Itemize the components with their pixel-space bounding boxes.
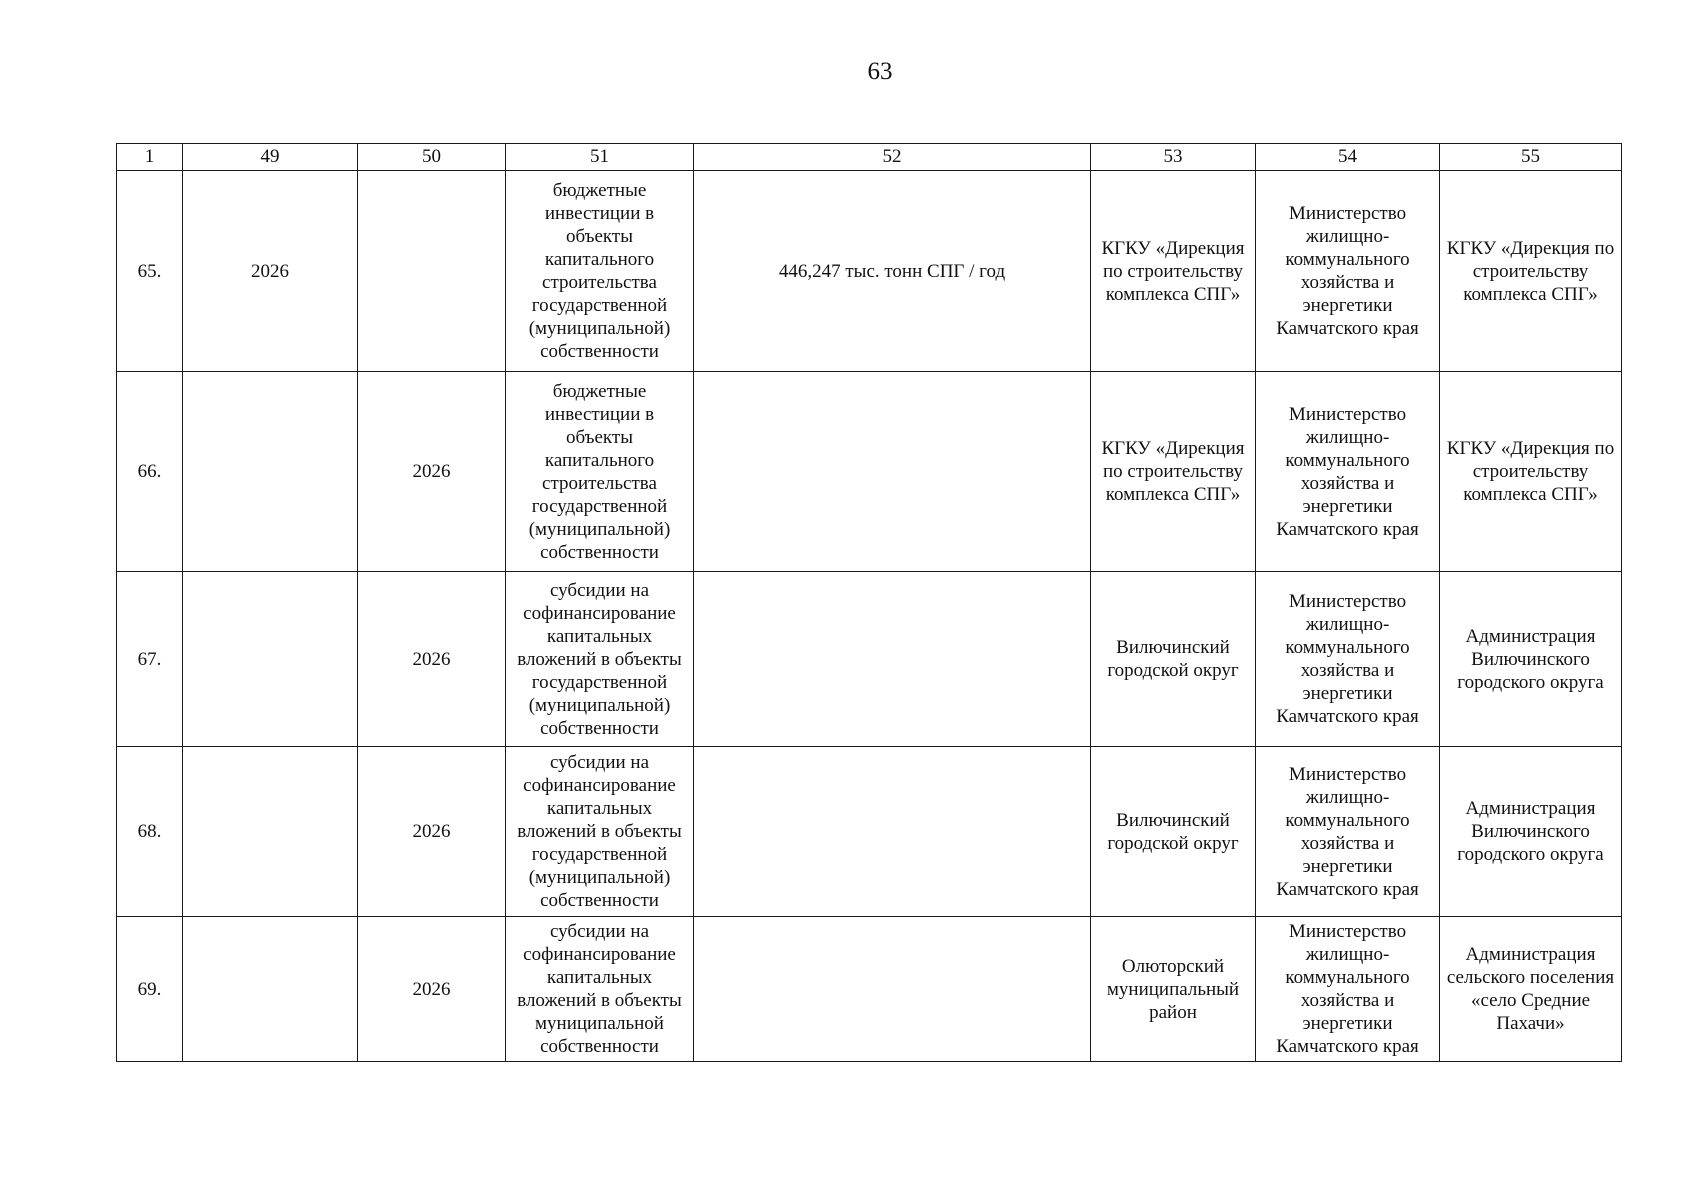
col54-cell: Министерство жилищно-коммунального хозяйства и энергетики Камчатского края — [1256, 747, 1440, 917]
col50-cell: 2026 — [358, 917, 506, 1062]
table-body — [117, 171, 1622, 1062]
col49-cell: 2026 — [183, 171, 358, 372]
data-table — [116, 143, 1622, 1062]
col53-cell: КГКУ «Дирекция по строительству комплекса СПГ» — [1091, 372, 1256, 572]
col51-cell: бюджетные инвестиции в объекты капитального строительства государственной (муниципальной) собственности — [506, 171, 694, 372]
col55-cell: Администрация Вилючинского городского округа — [1440, 572, 1622, 747]
row-number-cell: 67. — [117, 572, 183, 747]
row-number-cell: 65. — [117, 171, 183, 372]
header-cell-54: 54 — [1256, 144, 1440, 171]
col50-cell: 2026 — [358, 372, 506, 572]
header-cell-52: 52 — [694, 144, 1091, 171]
col55-cell: КГКУ «Дирекция по строительству комплекса СПГ» — [1440, 372, 1622, 572]
row-number-cell: 66. — [117, 372, 183, 572]
col55-cell: Администрация Вилючинского городского округа — [1440, 747, 1622, 917]
col52-cell — [694, 747, 1091, 917]
col50-cell — [358, 171, 506, 372]
col55-cell: Администрация сельского поселения «село Средние Пахачи» — [1440, 917, 1622, 1062]
table-row — [117, 171, 1622, 372]
col49-cell — [183, 572, 358, 747]
col49-cell — [183, 372, 358, 572]
col49-cell — [183, 747, 358, 917]
col52-cell — [694, 372, 1091, 572]
col54-cell: Министерство жилищно-коммунального хозяйства и энергетики Камчатского края — [1256, 572, 1440, 747]
col51-cell: субсидии на софинансирование капитальных вложений в объекты муниципальной собственности — [506, 917, 694, 1062]
table-row — [117, 917, 1622, 1062]
header-cell-49: 49 — [183, 144, 358, 171]
table-header — [117, 144, 1622, 171]
col54-cell: Министерство жилищно-коммунального хозяйства и энергетики Камчатского края — [1256, 171, 1440, 372]
header-row — [117, 144, 1622, 171]
col49-cell — [183, 917, 358, 1062]
col53-cell: Вилючинский городской округ — [1091, 572, 1256, 747]
col52-cell — [694, 917, 1091, 1062]
header-cell-50: 50 — [358, 144, 506, 171]
col51-cell: субсидии на софинансирование капитальных вложений в объекты государственной (муниципальной) собственности — [506, 572, 694, 747]
col53-cell: Вилючинский городской округ — [1091, 747, 1256, 917]
col52-cell: 446,247 тыс. тонн СПГ / год — [694, 171, 1091, 372]
table-row — [117, 747, 1622, 917]
table-row — [117, 372, 1622, 572]
col53-cell: КГКУ «Дирекция по строительству комплекса СПГ» — [1091, 171, 1256, 372]
col54-cell: Министерство жилищно-коммунального хозяйства и энергетики Камчатского края — [1256, 372, 1440, 572]
header-cell-1: 1 — [117, 144, 183, 171]
col51-cell: субсидии на софинансирование капитальных вложений в объекты государственной (муниципальной) собственности — [506, 747, 694, 917]
col50-cell: 2026 — [358, 572, 506, 747]
header-cell-51: 51 — [506, 144, 694, 171]
col50-cell: 2026 — [358, 747, 506, 917]
col52-cell — [694, 572, 1091, 747]
table-row — [117, 572, 1622, 747]
row-number-cell: 68. — [117, 747, 183, 917]
header-cell-53: 53 — [1091, 144, 1256, 171]
col54-cell: Министерство жилищно-коммунального хозяйства и энергетики Камчатского края — [1256, 917, 1440, 1062]
col53-cell: Олюторский муниципальный район — [1091, 917, 1256, 1062]
col55-cell: КГКУ «Дирекция по строительству комплекса СПГ» — [1440, 171, 1622, 372]
page-number: 63 — [867, 58, 893, 85]
header-cell-55: 55 — [1440, 144, 1622, 171]
row-number-cell: 69. — [117, 917, 183, 1062]
col51-cell: бюджетные инвестиции в объекты капитального строительства государственной (муниципальной) собственности — [506, 372, 694, 572]
